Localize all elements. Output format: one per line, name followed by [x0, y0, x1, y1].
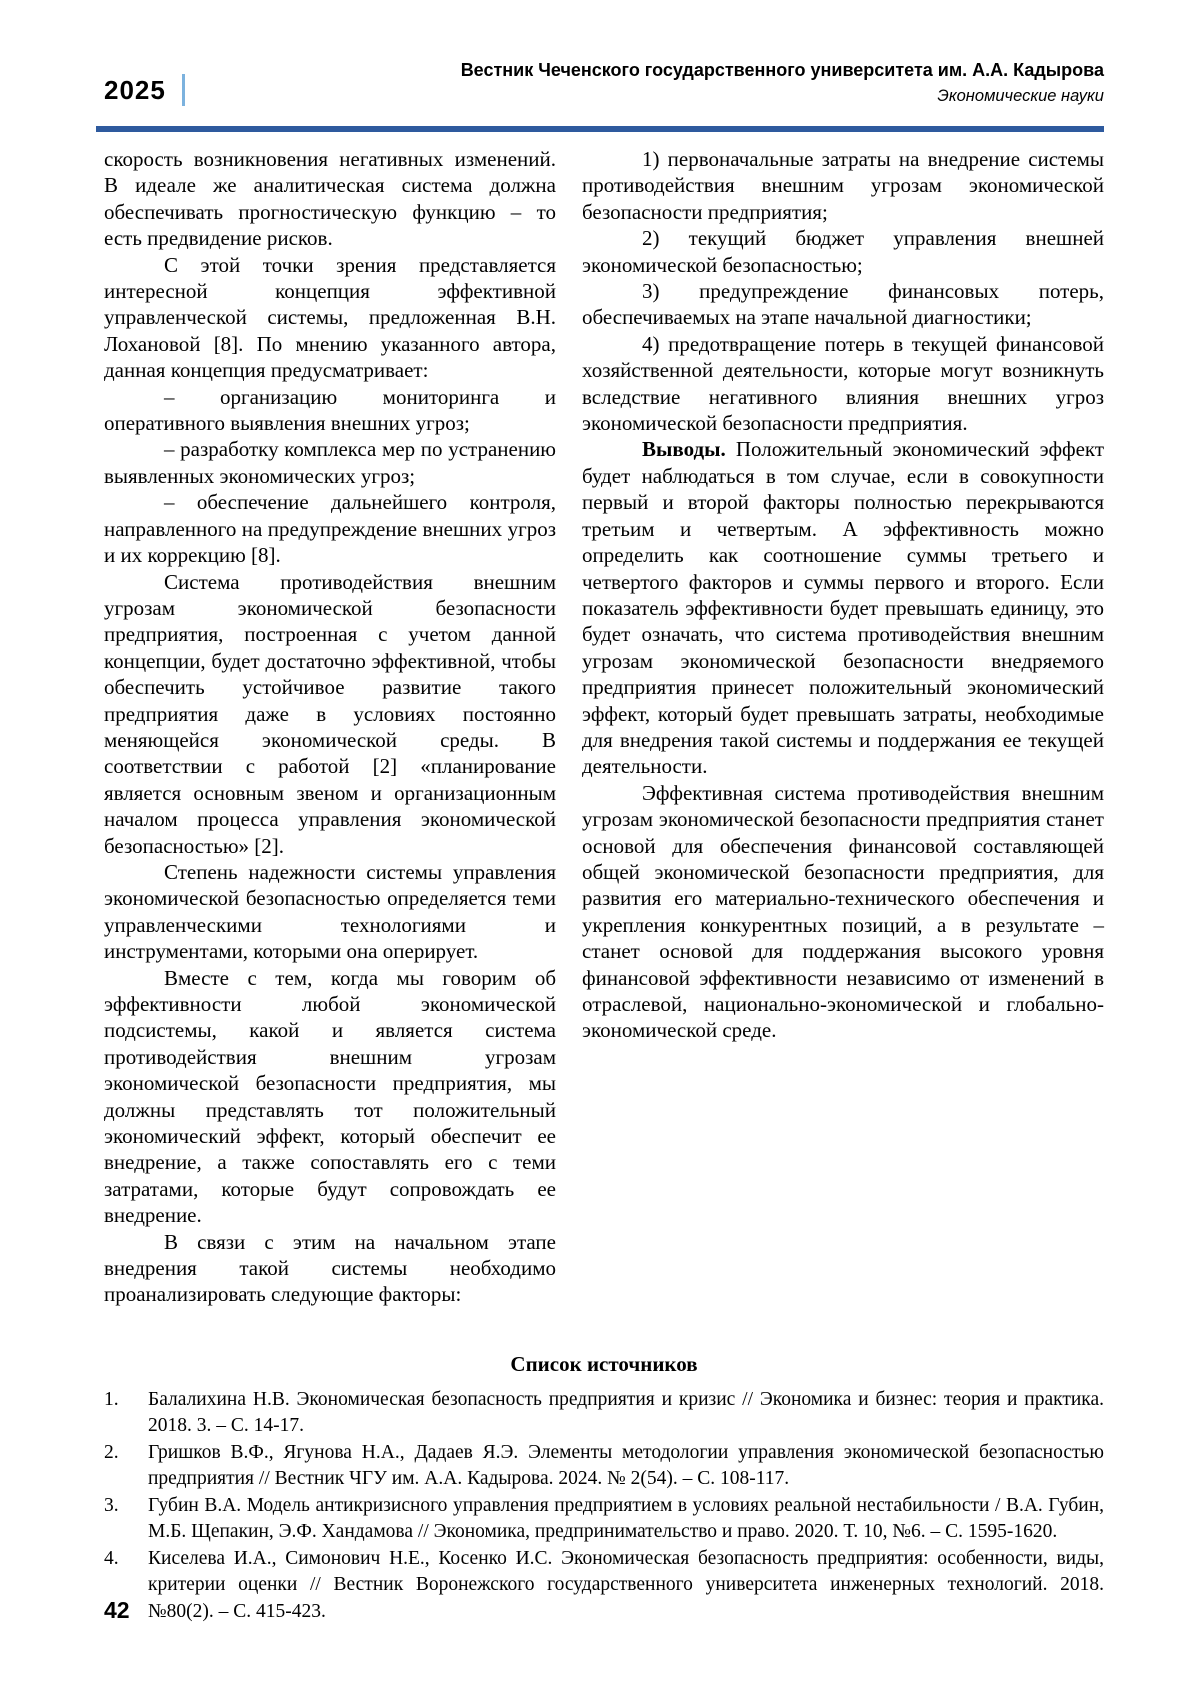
reference-number: 4. — [104, 1547, 119, 1569]
reference-item — [104, 1387, 1104, 1440]
page-number: 42 — [104, 1597, 130, 1623]
paragraph: – обеспечение дальнейшего контроля, направленного на предупреждение внешних угроз и их коррекцию [8]. — [104, 490, 556, 568]
reference-item — [104, 1493, 1104, 1546]
paragraph: Степень надежности системы управления экономической безопасностью определяется теми управленческими технологиями и инструментами, которыми она оперирует. — [104, 859, 556, 964]
paragraph: Выводы. Положительный экономический эффект будет наблюдаться в том случае, если в совокупности первый и второй факторы полностью перекрываются третьим и четвертым. А эффективность можно определить как соотношение суммы третьего и четвертого факторов и суммы первого и второго. Если показатель эффективности будет превышать единицу, это будет означать, что система противодействия внешним угрозам экономической безопасности внедряемого предприятия принесет положительный экономический эффект, который будет превышать затраты, необходимые для внедрения такой системы и поддержания ее текущей деятельности. — [582, 437, 1105, 779]
references-heading: Список источников — [510, 1351, 698, 1376]
paragraph: 1) первоначальные затраты на внедрение системы противодействия внешним угрозам экономической безопасности предприятия; — [582, 147, 1104, 224]
paragraph: В связи с этим на начальном этапе внедрения такой системы необходимо проанализировать следующие факторы: — [104, 1229, 556, 1307]
paragraph: С этой точки зрения представляется интересной концепция эффективной управленческой системы, предложенная В.Н. Лохановой [8]. По мнению указанного автора, данная концепция предусматривает: — [104, 252, 556, 383]
reference-text: Балалихина Н.В. Экономическая безопасность предприятия и кризис // Экономика и бизнес: теория и практика. 2018. 3. – С. 14-17. — [148, 1388, 1104, 1437]
paragraph: скорость возникновения негативных изменений. В идеале же аналитическая система должна обеспечивать прогностическую функцию – то есть предвидение рисков. — [104, 147, 556, 251]
paragraph-lead: Выводы. — [642, 437, 736, 462]
header-right-block — [461, 58, 1104, 108]
paragraph: 3) предупреждение финансовых потерь, обеспечиваемых на этапе начальной диагностики; — [582, 279, 1104, 330]
section-title: Экономические науки — [937, 87, 1104, 106]
paragraph: – организацию мониторинга и оперативного выявления внешних угроз; — [104, 384, 556, 436]
right-column — [582, 146, 1104, 1308]
year-block — [104, 58, 185, 106]
reference-text: Гришков В.Ф., Ягунова Н.А., Дадаев Я.Э. Элементы методологии управления экономической безопасностью предприятия // Вестник ЧГУ им. А.А. Кадырова. 2024. № 2(54). – С. 108-117. — [148, 1441, 1104, 1490]
page-content — [104, 146, 1104, 1625]
reference-item — [104, 1546, 1104, 1626]
body-columns — [104, 146, 1104, 1308]
journal-title: Вестник Чеченского государственного университета им. А.А. Кадырова — [460, 60, 1104, 80]
header-rule — [96, 126, 1104, 132]
paragraph: 2) текущий бюджет управления внешней экономической безопасностью; — [582, 226, 1104, 277]
left-column — [104, 146, 556, 1308]
reference-number: 3. — [104, 1494, 119, 1516]
paragraph: Эффективная система противодействия внешним угрозам экономической безопасности предприятия станет основой для обеспечения финансовой составляющей общей экономической безопасности предприятия, для развития его материально-технического обеспечения и укрепления конкурентных позиций, а в результате – станет основой для поддержания высокого уровня финансовой эффективности независимо от изменений в отраслевой, национально-экономической и глобально-экономической среде. — [582, 780, 1104, 1043]
reference-number: 1. — [104, 1388, 119, 1410]
page-header — [104, 58, 1104, 108]
reference-text: Киселева И.А., Симонович Н.Е., Косенко И.С. Экономическая безопасность предприятия: особенности, виды, критерии оценки // Вестник Воронежского государственного университета инженерных технологий. 2018. №80(2). – С. 415-423. — [148, 1547, 1104, 1622]
references-list — [104, 1387, 1104, 1626]
reference-number: 2. — [104, 1441, 119, 1463]
paragraph: 4) предотвращение потерь в текущей финансовой хозяйственной деятельности, которые могут возникнуть вследствие негативного влияния внешних угроз экономической безопасности предприятия. — [582, 331, 1104, 436]
paragraph: Система противодействия внешним угрозам экономической безопасности предприятия, построенная с учетом данной концепции, будет достаточно эффективной, чтобы обеспечить устойчивое развитие такого предприятия даже в условиях постоянно меняющейся экономической среды. В соответствии с работой [2] «планирование является основным звеном и организационным началом процесса управления экономической безопасностью» [2]. — [104, 569, 556, 858]
references-section — [104, 1352, 1104, 1626]
paragraph: Вместе с тем, когда мы говорим об эффективности любой экономической подсистемы, какой и является система противодействия внешним угрозам экономической безопасности предприятия, мы должны представлять тот положительный экономический эффект, который обеспечит ее внедрение, а также сопоставлять его с теми затратами, которые будут сопровождать ее внедрение. — [104, 965, 556, 1228]
year-label: 2025 — [104, 74, 166, 105]
reference-text: Губин В.А. Модель антикризисного управления предприятием в условиях реальной нестабильности / В.А. Губин, М.Б. Щепакин, Э.Ф. Хандамова // Экономика, предпринимательство и право. 2020. Т. 10, №6. – С. 1595-1620. — [148, 1494, 1104, 1543]
reference-item — [104, 1440, 1104, 1493]
paragraph: – разработку комплекса мер по устранению выявленных экономических угроз; — [104, 437, 556, 488]
year-divider-bar — [182, 74, 185, 106]
